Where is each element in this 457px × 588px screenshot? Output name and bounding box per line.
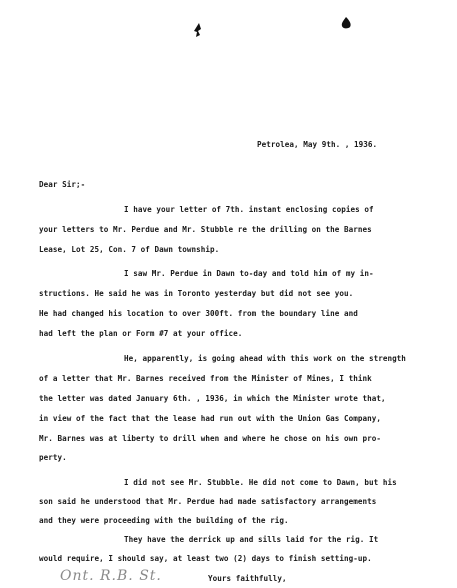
dateline: Petrolea, May 9th. , 1936. [257, 140, 378, 149]
salutation: Dear Sir;- [39, 180, 86, 189]
body-line: your letters to Mr. Perdue and Mr. Stubble re the drilling on the Barnes [39, 225, 372, 234]
body-line: and they were proceeding with the building of the rig. [39, 516, 289, 525]
body-line: He, apparently, is going ahead with this work on the strength [124, 354, 406, 363]
ink-mark-right [339, 16, 353, 30]
handwritten-note: Ont. R.B. St. [60, 568, 162, 584]
body-line: perty. [39, 453, 67, 462]
ink-mark-left [191, 22, 205, 38]
body-line: son said he understood that Mr. Perdue had made satisfactory arrangements [39, 497, 377, 506]
body-line: in view of the fact that the lease had run out with the Union Gas Company, [39, 414, 382, 423]
body-line: structions. He said he was in Toronto yesterday but did not see you. [39, 289, 354, 298]
body-line: He had changed his location to over 300ft. from the boundary line and [39, 309, 358, 318]
body-line: They have the derrick up and sills laid for the rig. It [124, 535, 379, 544]
body-line: the letter was dated January 6th. , 1936, in which the Minister wrote that, [39, 394, 386, 403]
body-line: had left the plan or Form #7 at your office. [39, 329, 243, 338]
body-line: Lease, Lot 25, Con. 7 of Dawn township. [39, 245, 220, 254]
body-line: I did not see Mr. Stubble. He did not come to Dawn, but his [124, 478, 397, 487]
body-line: of a letter that Mr. Barnes received from the Minister of Mines, I think [39, 374, 372, 383]
body-line: I saw Mr. Perdue in Dawn to-day and told him of my in- [124, 269, 374, 278]
body-line: Mr. Barnes was at liberty to drill when and where he chose on his own pro- [39, 434, 382, 443]
body-line: I have your letter of 7th. instant enclosing copies of [124, 205, 374, 214]
closing: Yours faithfully, [208, 574, 287, 583]
body-line: would require, I should say, at least two (2) days to finish setting-up. [39, 554, 372, 563]
